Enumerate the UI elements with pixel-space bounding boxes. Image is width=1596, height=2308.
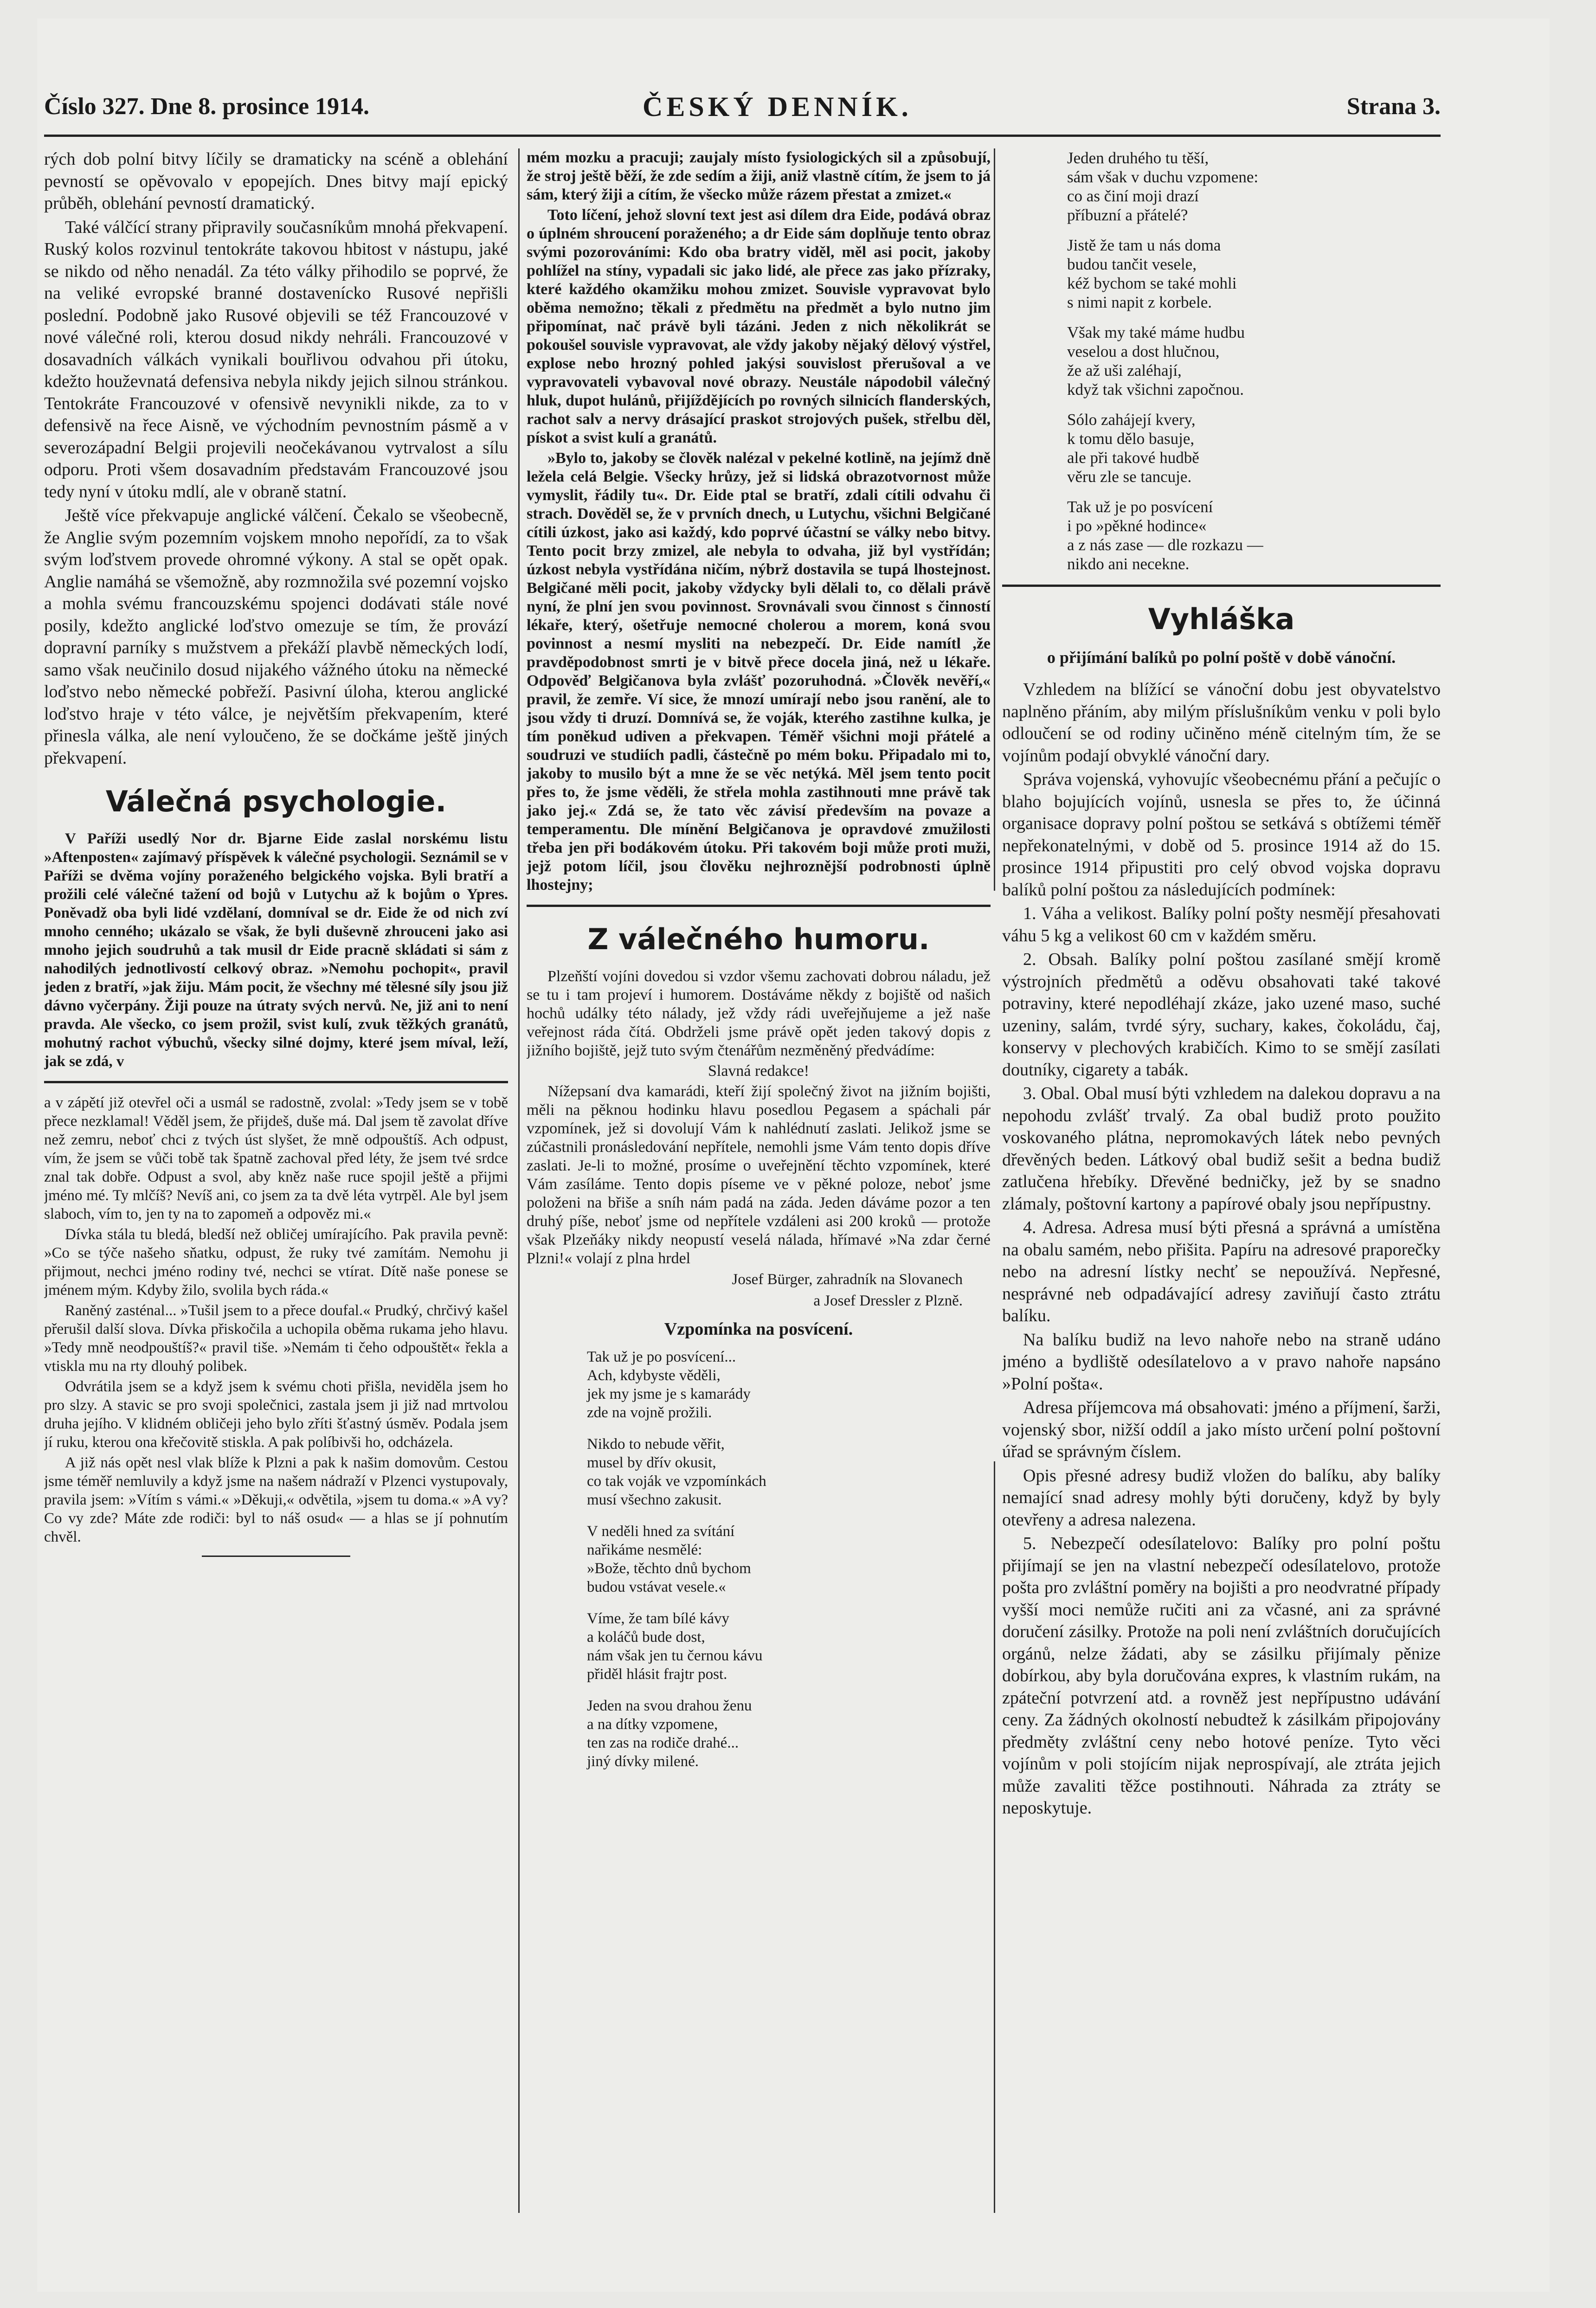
article-paragraph: »Bylo to, jakoby se člověk nalézal v pekelné kotlině, na jejímž dně ležela celá Belgie. Všecky hrůzy, jež si lidská obrazotvornost může vymyslit, řádily tu«. Dr. Eide ptal se bratří, zdali cítili odvahu či strach. Dověděl se, že v prvních dnech, u Lutychu, všichni Belgičané cítili úzkost, jako asi každý, kdo poprvé účastní se války nebo bitvy. Tento pocit brzy zmizel, ale nebyla to odvaha, již byl vystřídán; úzkost nebyla vystřídána ničím, nýbrž dostavila se tupá lhostejnost. Belgičané měli pocit, jakoby vždycky byli dělali to, co dělali právě nyní, že plní jen svou povinnost. Srovnávali svou činnost s činností lékaře, který, ošetřuje nemocné cholerou a morem, koná svou povinnost a nesmí mysliti na nebezpečí. Dr. Eide namítl ,že pravděpodobnost smrti je v bitvě přece docela jiná, než u lékaře. Odpověď Belgičanova byla zvlášť pozoruhodná. »Člověk nevěří,« pravil, že zemře. Ví sice, že mnozí umírají nebo jsou ranění, ale to jsou vždy ti druzí. Domnívá se, že voják, kterého zastihne kulka, je tím poněkud udiven a překvapen. Téměř všichni moji přátelé a soudruzi ve studiích padli, částečně po mém boku. Připadalo mi to, jakoby to musilo být a mne že se věc netýká. Měl jsem tento pocit přes to, že jsme věděli, že střela mohla zastihnouti mne právě tak jako jej.« Zdá se, že tato věc závisí především na povaze a temperamentu. Dle mínění Belgičanova je opravdové zmužilosti třeba jen při bodákovém útoku. Při takovém boji může proti muži, jejž potom líčil, jsou člověku nejhroznější podrobnosti úplně lhostejny; [527, 450, 991, 894]
poem [527, 1348, 991, 1771]
poem-line: věru zle se tancuje. [1067, 468, 1192, 486]
poem-line: i po »pěkné hodince« [1067, 517, 1207, 535]
article-paragraph: V Paříži usedlý Nor dr. Bjarne Eide zaslal norskému listu »Aftenposten« zajímavý příspěvek k válečné psychologii. Seznámil se v Paříži se dvěma vojíny poraženého belgického vojska. Byli bratří a prožili celé válečné tažení od bojů v Lutychu až k bojům o Ypres. Poněvadž oba byli lidé vzdělaní, domníval se dr. Eide že od nich zví mnoho cenného; ukázalo se však, že byli duševně zhrouceni jako asi mnoho jejich soudruhů a tak musil dr Eide pracně skládati si sám z nahodilých jednotlivostí celkový obraz. »Nemohu pochopit«, pravil jeden z bratří, »jak žiju. Mám pocit, že všechny mé tělesné síly jsou již dávno vyčerpány. Žiji pouze na útraty svých nervů. Ne, již ani to není pravda. Ale všecko, co jsem prožil, svist kulí, zvuk těžkých granátů, mohutný rachot výbuchů, všecky silné dojmy, které jsem míval, leží, jak se zdá, v [44, 830, 508, 1070]
headline-valecna-psychologie: Válečná psychologie. [105, 784, 447, 818]
notice-paragraph: Opis přesné adresy budiž vložen do balíku, aby balíky nemající snad adresy mohly býti doručeny, když by byly otevřeny a adresa nalezena. [1002, 1466, 1441, 1530]
poem-line: jiný dívky milené. [587, 1753, 699, 1770]
notice-paragraph: 3. Obal. Obal musí býti vzhledem na dalekou dopravu a na nepohodu zvlášť trvalý. Za obal budiž proto použito voskovaného plátna, nepromokavých látek nebo pevných dřevěných beden. Látkový obal budiž sešit a bedna budiž zatlučena hřebíky. Dřevěné bedničky, jež by se snadno zlámaly, poštovní kartony a papírové obaly jsou nepřípustny. [1002, 1084, 1441, 1214]
column-1 [44, 148, 508, 2236]
poem-line: Jeden druhého tu těší, [1067, 149, 1209, 167]
poem-line: Ach, kdybyste věděli, [587, 1367, 721, 1384]
poem-line: a z nás zase — dle rozkazu — [1067, 536, 1263, 554]
notice-subheading: o přijímání balíků po polní poště v době vánoční. [1047, 648, 1396, 667]
poem-line: k tomu dělo basuje, [1067, 430, 1195, 448]
poem-line: musí všechno zakusit. [587, 1492, 722, 1508]
story-paragraph: Raněný zasténal... »Tušil jsem to a přece doufal.« Prudký, chrčivý kašel přerušil další slova. Dívka přiskočila a uchopila oběma rukama jeho hlavu. »Tedy mně neodpouštíš?« pravil tiše. »Nemám ti čeho odpouštět« řekla a vtiskla mu na rty dlouhý polibek. [44, 1302, 508, 1375]
notice-paragraph: Adresa příjemcova má obsahovati: jméno a příjmení, šarži, vojenský sbor, nižší oddíl a jako místo určení polní poštovní úřad se správným číslem. [1002, 1398, 1441, 1461]
poem-line: veselou a dost hlučnou, [1067, 342, 1220, 360]
poem-stanza [1067, 236, 1441, 312]
poem-stanza [587, 1348, 991, 1422]
story-paragraph: A již nás opět nesl vlak blíže k Plzni a pak k našim domovům. Cestou jsme téměř nemluvily a když jsme na našem nádraží v Plzenci vystupovaly, pravila jsem: »Vítím s vámi.« »Děkuji,« odvětila, »jsem tu doma.« »A vy? Co vy zde? Máte zde rodiči: byl to náš osud« — a hlas se jí pohnutím chvěl. [44, 1454, 508, 1545]
notice-paragraph: 1. Váha a velikost. Balíky polní pošty nesmějí přesahovati váhu 5 kg a velikost 60 cm v každém směru. [1002, 904, 1441, 945]
article-paragraph: Plzeňští vojíni dovedou si vzdor všemu zachovati dobrou náladu, jež se tu i tam projeví i humorem. Dostáváme někdy z bojiště od našich hochů událky této nálady, jež vždy rádi uveřejňujeme a jež naše veřejnost ráda čítá. Obdrželi jsme právě opět jeden takový dopis z jižního bojiště, jejž tuto svým čtenářům nezměněný předvádíme: [527, 968, 991, 1059]
section-rule [1002, 585, 1441, 587]
poem-line: ten zas na rodiče drahé... [587, 1735, 739, 1751]
poem-line: »Bože, těchto dnů bychom [587, 1560, 751, 1577]
poem-line: Sólo zahájejí kvery, [1067, 411, 1196, 429]
poem-stanza [587, 1522, 991, 1596]
poem-line: nám však jen tu černou kávu [587, 1647, 763, 1664]
page-header [44, 84, 1441, 137]
poem-line: Tak už je po posvícení... [587, 1349, 736, 1365]
article-paragraph: Toto líčení, jehož slovní text jest asi dílem dra Eide, podává obraz o úplném shroucení poraženého; a dr Eide sám doplňuje tento obraz svými pozorováními: Kdo oba bratry viděl, měl asi pocit, jakoby pohlížel na stíny, vypadali sic jako lidé, ale přece zas jako přízraky, které každého okamžiku mohou zmizet. Souvisle vypravovat bylo oběma nemožno; těkali z předmětu na předmět a bylo nutno jim připomínat, nač právě byli tázáni. Jeden z nich několikrát se pokoušel souvisle vypravovat, ale vždy jakoby nějaký dělový výstřel, explose nebo hrozný pohled jakýsi souvislost přerušoval a ve vypravovateli vybavoval nové obrazy. Neustále nápodobil válečný hluk, dupot hulánů, přijíždějících po rovných silnicích flanderských, rachot salv a nervy drásající praskot strojových pušek, střelbu děl, pískot a svist kulí a granátů. [527, 206, 991, 446]
story-paragraph: Dívka stála tu bledá, bledší než obličej umírajícího. Pak pravila pevně: »Co se týče našeho sňatku, odpust, že ruky tvé zamítám. Nemohu ji přijmout, nechci jméno rodiny tvé, nechci se vtírat. Dítě naše ponese se jménem mým. Kdyby žilo, svolila bych ráda.« [44, 1226, 508, 1299]
letter-signature: a Josef Dressler z Plzně. [813, 1292, 963, 1309]
poem-line: s nimi napit z korbele. [1067, 293, 1212, 311]
notice-paragraph: 2. Obsah. Balíky polní poštou zasílané smějí kromě výstrojních předmětů a oděvu obsahovati také takové potraviny, které nepodléhají zkáze, jako uzené maso, suché uzeniny, salám, tvrdé sýry, suchary, kakes, čokoládu, čaj, konservy v plechových krabičích. Kimo to se smějí zasílati doutníky, cigarety a tabák. [1002, 950, 1441, 1080]
poem-stanza [587, 1609, 991, 1684]
poem-line: budou tančit vesele, [1067, 255, 1197, 273]
notice-paragraph: Vzhledem na blížící se vánoční dobu jest obyvatelstvo naplněno přáním, aby milým příslušníkům venku v poli bylo odloučení se od rodiny učiněno méně citelným tím, že se vojínům podají obvyklé vánoční dary. [1002, 680, 1441, 765]
poem-line: že až uši zaléhají, [1067, 361, 1182, 379]
poem-line: co tak voják ve vzpomínkách [587, 1473, 766, 1490]
issue-date: Číslo 327. Dne 8. prosince 1914. [44, 93, 370, 120]
poem-continuation [1002, 148, 1441, 573]
letter-paragraph: Nížepsaní dva kamarádi, kteří žijí společný život na jižním bojišti, měli na pěknou hodinku hlavu posedlou Pegasem a spáchali pár vzpomínek, jež si dovolují Vám k nahlédnutí zaslati. Jelikož jsme se zúčastnili pronásledování nepřítele, nemohli jsme Vám tento dopis dříve zaslati. Je-li to možné, prosíme o uveřejnění těchto vzpomínek, které Vám zasíláme. Tento dopis píseme ve v pěkné poloze, neboť jsme položeni na břiše a sníh nám padá na záda. Jeden dáváme pozor a ten druhý píše, neboť jsme od nepřítele vzdáleni asi 200 kroků — protože však Plzeňáky nikdy neopustí veselá nálada, hřímavé »Na zdar černé Plzni!« volají z plna hrdel [527, 1083, 991, 1267]
poem-line: Tak už je po posvícení [1067, 498, 1213, 516]
notice-paragraph: Správa vojenská, vyhovujíc všeobecnému přání a pečujíc o blaho bojujících vojínů, usnesla se přes to, že účinná organisace dopravy polní poštou se setkává s obtížemi téměř nepřekonatelnými, v době od 5. prosince 1914 až do 15. prosince 1914 připustiti pro celý obvod vojska dopravu balíků polní poštou za následujících podmínek: [1002, 770, 1441, 900]
column-divider [518, 148, 520, 2213]
poem-stanza [1067, 497, 1441, 573]
story-paragraph: a v zápětí již otevřel oči a usmál se radostně, zvolal: »Tedy jsem se v tobě přece nezklamal! Věděl jsem, že přijdeš, duše má. Dal jsem tě zavolat dříve než zemru, neboť chci z tvých úst slyšet, že mně odpouštíš. Ach odpust, vím, že jsem se vůči tobě tak špatně zachoval před léty, že jsem tvé srdce znal tak dobře. Odpust a svol, aby kněz naše ruce spojil ještě a přijmi jméno mé. Ty mlčíš? Nevíš ani, co jsem za ta dvě léta vytrpěl. Ale byl jsem slaboch, vím to, jen ty na to zapomeň a odpověz mi.« [44, 1094, 508, 1222]
story-paragraph: Odvrátila jsem se a když jsem k svému choti přišla, neviděla jsem ho pro slzy. A stavic se pro svoji společnici, zastala jsem ji již nad mrtvolou druha jejího. V klidném obličeji jeho bylo zříti šťastný úsměv. Podala jsem jí ruku, kterou ona křečovitě stiskla. A pak políbivši ho, odcházela. [44, 1378, 508, 1451]
poem-line: přiděl hlásit frajtr post. [587, 1666, 727, 1683]
notice-paragraph: 5. Nebezpečí odesílatelovo: Balíky pro polní poštu přijímají se jen na vlastní nebezpečí odesílatelovo, protože pošta pro zvláštní poměry na bojišti a pro neodvratné případy vyšší moci nemůže ručiti ani za včasné, ani za správné doručení zásilky. Protože na poli není zvláštních doručujících orgánů, nelze žádati, aby se zásilku přijímaly pěnize dobírkou, aby byla doručována expres, k vlastním rukám, na zpáteční potvrzení atd. a rovněž jest nepřípustno udávání ceny. Za žádných okolností nebudtež k zásilkám připojovány předměty zvláštní ceny nebo hotové peníze. Tyto věci vojínům v poli stojícím nijak neprospívají, ale ztráta jejich může zavaliti těžce postihnouti. Náhrada za ztráty se neposkytuje. [1002, 1534, 1441, 1818]
poem-stanza [1067, 148, 1441, 225]
poem-line: Nikdo to nebude věřit, [587, 1436, 725, 1453]
headline-z-valecneho-humoru: Z válečného humoru. [587, 922, 930, 956]
letter-signature: Josef Bürger, zahradník na Slovanech [732, 1271, 963, 1288]
poem-line: musel by dřív okusit, [587, 1454, 716, 1471]
poem-stanza [1067, 410, 1441, 486]
poem-line: nařikáme nesmělé: [587, 1542, 702, 1558]
column-2 [527, 148, 991, 2236]
poem-line: a koláčů bude dost, [587, 1629, 705, 1646]
headline-vyhlaska: Vyhláška [1148, 602, 1295, 636]
article-paragraph: mém mozku a pracuji; zaujaly místo fysiologických sil a způsobují, že stroj ještě běží, že zde sedím a žiji, aniž vlastně cítím, že jsem to já sám, který žiji a cítím, že všecko může rázem přestat a zmizet.« [527, 149, 991, 203]
poem-line: nikdo ani necekne. [1067, 555, 1190, 573]
column-3 [1002, 148, 1441, 2236]
poem-line: budou vstávat vesele.« [587, 1579, 726, 1595]
poem-line: ale při takové hudbě [1067, 449, 1199, 467]
section-rule [44, 1081, 508, 1083]
poem-line: když tak všichni započnou. [1067, 380, 1244, 399]
end-rule [202, 1556, 350, 1557]
column-divider [994, 1461, 995, 2213]
poem-line: zde na vojně prožili. [587, 1404, 712, 1421]
page-number: Strana 3. [1346, 93, 1441, 120]
poem-stanza [587, 1697, 991, 1771]
masthead-title: ČESKÝ DENNÍK. [643, 91, 912, 122]
notice-paragraph: Na balíku budiž na levo nahoře nebo na straně udáno jméno a bydliště odesílatelovo a v pravo nahoře napsáno »Polní pošta«. [1002, 1330, 1441, 1394]
poem-line: co as činí moji drazí [1067, 187, 1199, 205]
article-paragraph: Také válčící strany připravily současníkům mnohá překvapení. Ruský kolos rozvinul tentokráte takovou hbitost v nástupu, jaké se nikdo od něho nenadál. Za této války přihodilo se poprvé, že na veliké evropské branné dostavenícko Rusové nepřišli poslední. Podobně jako Rusové objevili se též Francouzové v nové válečné roli, kterou dosud nikdy nehráli. Francouzové v dosavadních válkách vynikali bouřlivou odvahou při útoku, kdežto houževnatá defensiva nebyla nikdy jejich silnou stránkou. Tentokráte Francouzové v ofensivě nevynikli nikde, za to v defensivě na řece Aisně, ve východním pevnostním pásmě a v severozápadní Belgii projevili neočekávanou vytrvalost a sílu odporu. Proti všem dosavadním představám Francouzové jsou tedy nyní v útoku mdlí, ale v obraně statní. [44, 217, 508, 501]
poem-stanza [1067, 323, 1441, 399]
section-rule [527, 905, 991, 907]
poem-line: jek my jsme je s kamarády [587, 1386, 751, 1402]
poem-line: Jeden na svou drahou ženu [587, 1697, 752, 1714]
article-paragraph: Ještě více překvapuje anglické válčení. Čekalo se všeobecně, že Anglie svým pozemním vojskem mnoho nepořídí, za to však svým loďstvem provede ohromné výkony. A stal se opět opak. Anglie namáhá se všemožně, aby rozmnožila své pozemní vojsko a mohla svému francouzskému spojenci dodávati stále nové posily, kdežto anglické loďstvo omezuje se tím, že provází dopravní parníky s mužstvem a překáží plavbě německých lodí, samo však neučinilo dosud nijakého vážného útoku na německé loďstvo nebo německé pobřeží. Pasivní úloha, kterou anglické loďstvo hraje v této válce, je největším překvapením, které přinesla válka, ale není vyloučeno, že se dočkáme ještě jiných překvapení. [44, 506, 508, 768]
poem-line: kéž bychom se také mohli [1067, 274, 1237, 292]
poem-line: a na dítky vzpomene, [587, 1716, 718, 1733]
poem-line: sám však v duchu vzpomene: [1067, 168, 1259, 186]
poem-line: příbuzní a přátelé? [1067, 206, 1188, 224]
poem-line: Však my také máme hudbu [1067, 323, 1245, 341]
poem-stanza [587, 1435, 991, 1509]
notice-paragraph: 4. Adresa. Adresa musí býti přesná a správná a umístěna na obalu samém, nebo přišita. Papíru na adresové praporečky nebo na adresní lístky nechť se nepoužívá. Nepřesné, nesprávné neb odpadávající adresy zaviňují často ztrátu balíku. [1002, 1218, 1441, 1325]
column-divider [994, 148, 995, 891]
poem-line: Jistě že tam u nás doma [1067, 236, 1221, 254]
poem-line: Víme, že tam bílé kávy [587, 1610, 729, 1627]
poem-line: V neděli hned za svítání [587, 1523, 735, 1540]
poem-title: Vzpomínka na posvícení. [664, 1319, 853, 1339]
letter-salutation: Slavná redakce! [708, 1062, 810, 1080]
article-paragraph: rých dob polní bitvy líčily se dramaticky na scéně a oblehání pevností se opěvovalo v epopejích. Dnes bitvy mají epický průběh, oblehání pevností dramatický. [44, 149, 508, 213]
